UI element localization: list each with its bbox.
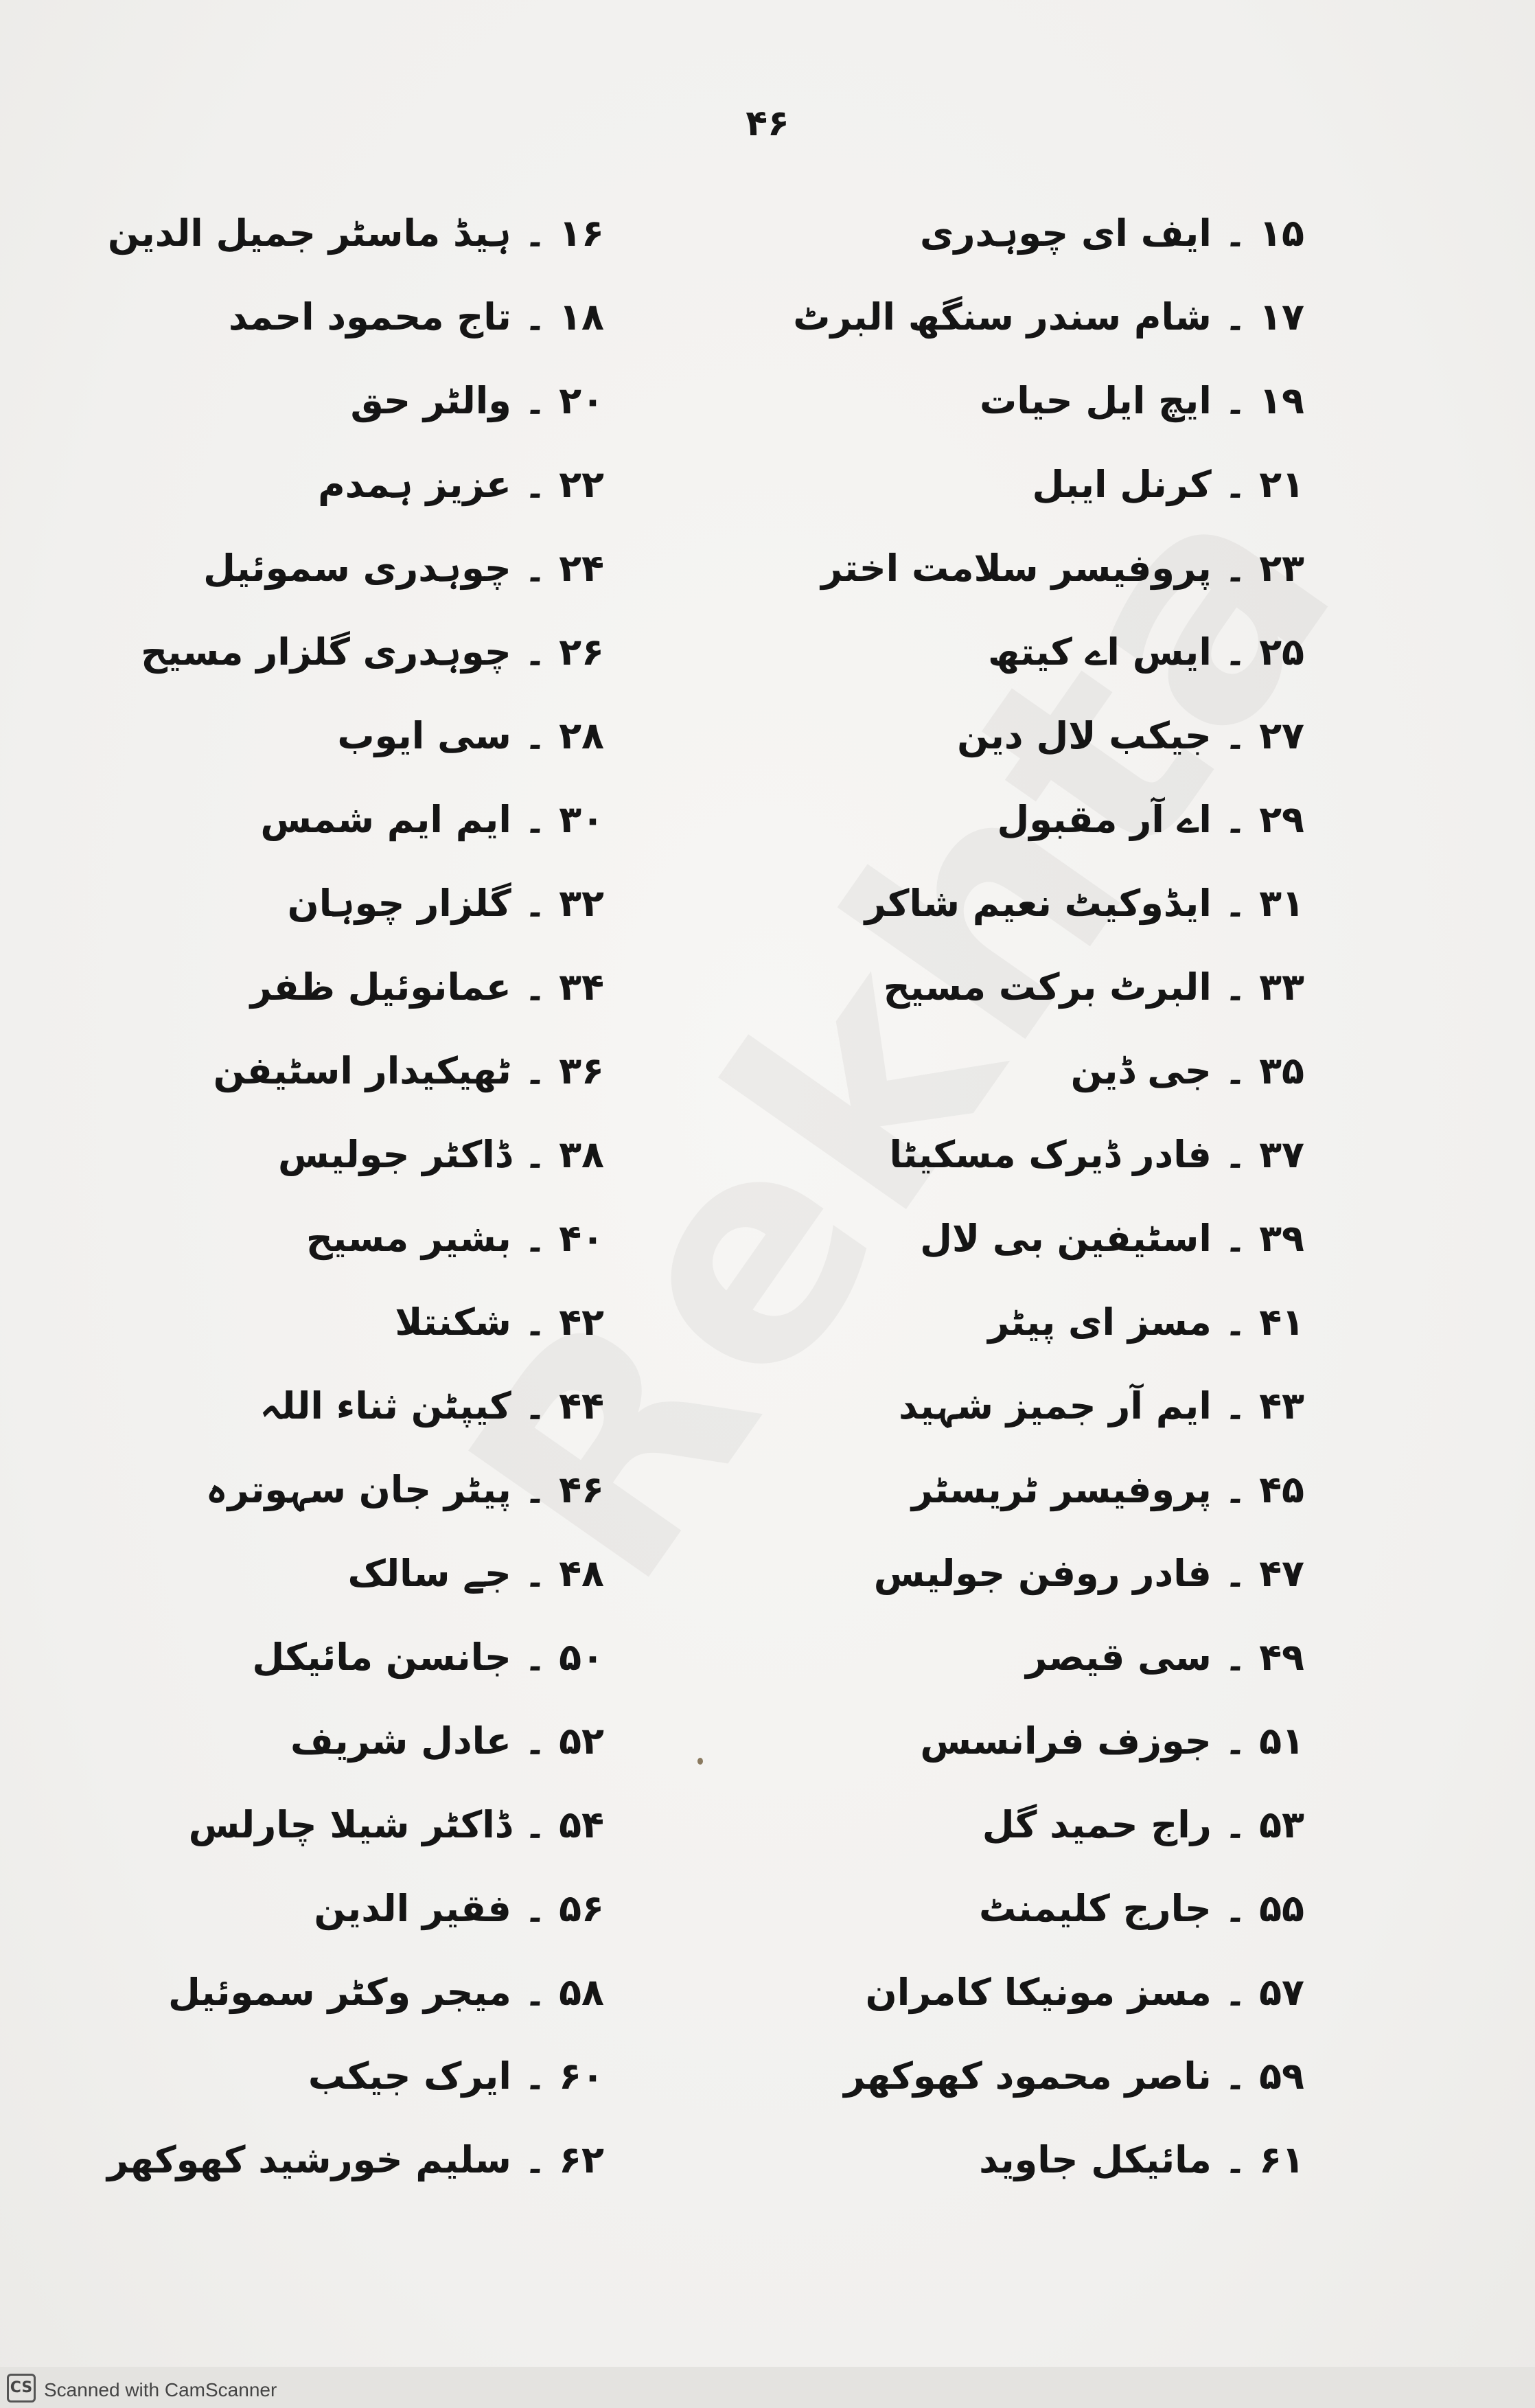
list-item: ۲۱ ۔ کرنل ایبل (1032, 463, 1304, 506)
list-item: ۳۳ ۔ البرٹ برکت مسیح (883, 965, 1304, 1009)
right-column-list (686, 199, 1346, 2259)
list-item: ۵۱ ۔ جوزف فرانسس (920, 1719, 1304, 1763)
list-item: ۲۵ ۔ ایس اے کیتھ (987, 630, 1304, 674)
list-item: ۳۵ ۔ جی ڈین (1070, 1049, 1304, 1092)
list-item: ۳۴ ۔ عمانوئیل ظفر (250, 965, 604, 1009)
list-item: ۱۷ ۔ شام سندر سنگھ البرٹ (793, 295, 1304, 339)
list-item: ۲۷ ۔ جیکب لال دین (957, 714, 1304, 757)
list-item: ۴۶ ۔ پیٹر جان سہوترہ (205, 1468, 604, 1511)
list-item: ۳۶ ۔ ٹھیکیدار اسٹیفن (213, 1049, 604, 1092)
list-item: ۲۲ ۔ عزیز ہمدم (318, 463, 604, 506)
ink-speck (697, 1758, 703, 1765)
list-item: ۳۱ ۔ ایڈوکیٹ نعیم شاکر (864, 882, 1304, 925)
list-item: ۴۴ ۔ کیپٹن ثناء اللہ (259, 1384, 604, 1427)
list-item: ۱۵ ۔ ایف ای چوہدری (919, 211, 1304, 255)
list-item: ۴۵ ۔ پروفیسر ٹریسٹر (911, 1468, 1304, 1511)
list-item: ۵۷ ۔ مسز مونیکا کامران (865, 1971, 1304, 2014)
list-item: ۴۷ ۔ فادر روفن جولیس (873, 1552, 1304, 1595)
list-item: ۲۸ ۔ سی ایوب (337, 714, 604, 757)
list-item: ۶۱ ۔ مائیکل جاوید (979, 2138, 1304, 2181)
list-item: ۲۶ ۔ چوہدری گلزار مسیح (141, 630, 604, 674)
list-item: ۴۳ ۔ ایم آر جمیز شہید (898, 1384, 1304, 1427)
list-item: ۵۹ ۔ ناصر محمود کھوکھر (844, 2054, 1304, 2098)
scanner-footer-text: Scanned with CamScanner (44, 2379, 277, 2400)
list-item: ۳۷ ۔ فادر ڈیرک مسکیٹا (889, 1133, 1304, 1176)
list-item: ۵۰ ۔ جانسن مائیکل (252, 1636, 604, 1679)
left-column-list (0, 199, 604, 2259)
list-item: ۱۸ ۔ تاج محمود احمد (228, 295, 604, 339)
list-item: ۶۰ ۔ ایرک جیکب (308, 2054, 604, 2098)
list-item: ۶۲ ۔ سلیم خورشید کھوکھر (106, 2138, 604, 2181)
list-item: ۲۹ ۔ اے آر مقبول (997, 798, 1304, 841)
list-item: ۳۸ ۔ ڈاکٹر جولیس (278, 1133, 604, 1176)
list-item: ۲۰ ۔ والٹر حق (350, 379, 604, 422)
list-item: ۵۲ ۔ عادل شریف (290, 1719, 604, 1763)
list-item: ۴۰ ۔ بشیر مسیح (305, 1217, 604, 1260)
list-item: ۴۱ ۔ مسز ای پیٹر (988, 1300, 1304, 1344)
list-item: ۵۵ ۔ جارج کلیمنٹ (978, 1887, 1304, 1930)
list-item: ۲۳ ۔ پروفیسر سلامت اختر (821, 547, 1304, 590)
list-item: ۱۹ ۔ ایچ ایل حیات (980, 379, 1304, 422)
list-item: ۲۴ ۔ چوہدری سموئیل (203, 547, 604, 590)
list-item: ۳۰ ۔ ایم ایم شمس (260, 798, 604, 841)
list-item: ۴۹ ۔ سی قیصر (1026, 1636, 1304, 1679)
list-item: ۳۹ ۔ اسٹیفین بی لال (920, 1217, 1304, 1260)
scanner-footer (0, 2367, 1535, 2408)
list-item: ۱۶ ۔ ہیڈ ماسٹر جمیل الدین (107, 211, 604, 255)
list-item: ۴۲ ۔ شکنتلا (395, 1300, 604, 1344)
list-item: ۵۴ ۔ ڈاکٹر شیلا چارلس (188, 1803, 604, 1846)
page-number: ۴۶ (746, 103, 789, 144)
list-item: ۴۸ ۔ جے سالک (347, 1552, 604, 1595)
list-item: ۵۸ ۔ میجر وکٹر سموئیل (168, 1971, 604, 2014)
camscanner-logo-icon: CS (7, 2374, 36, 2403)
list-item: ۵۶ ۔ فقیر الدین (314, 1887, 604, 1930)
list-item: ۳۲ ۔ گلزار چوہان (287, 882, 604, 925)
list-item: ۵۳ ۔ راج حمید گل (982, 1803, 1304, 1846)
